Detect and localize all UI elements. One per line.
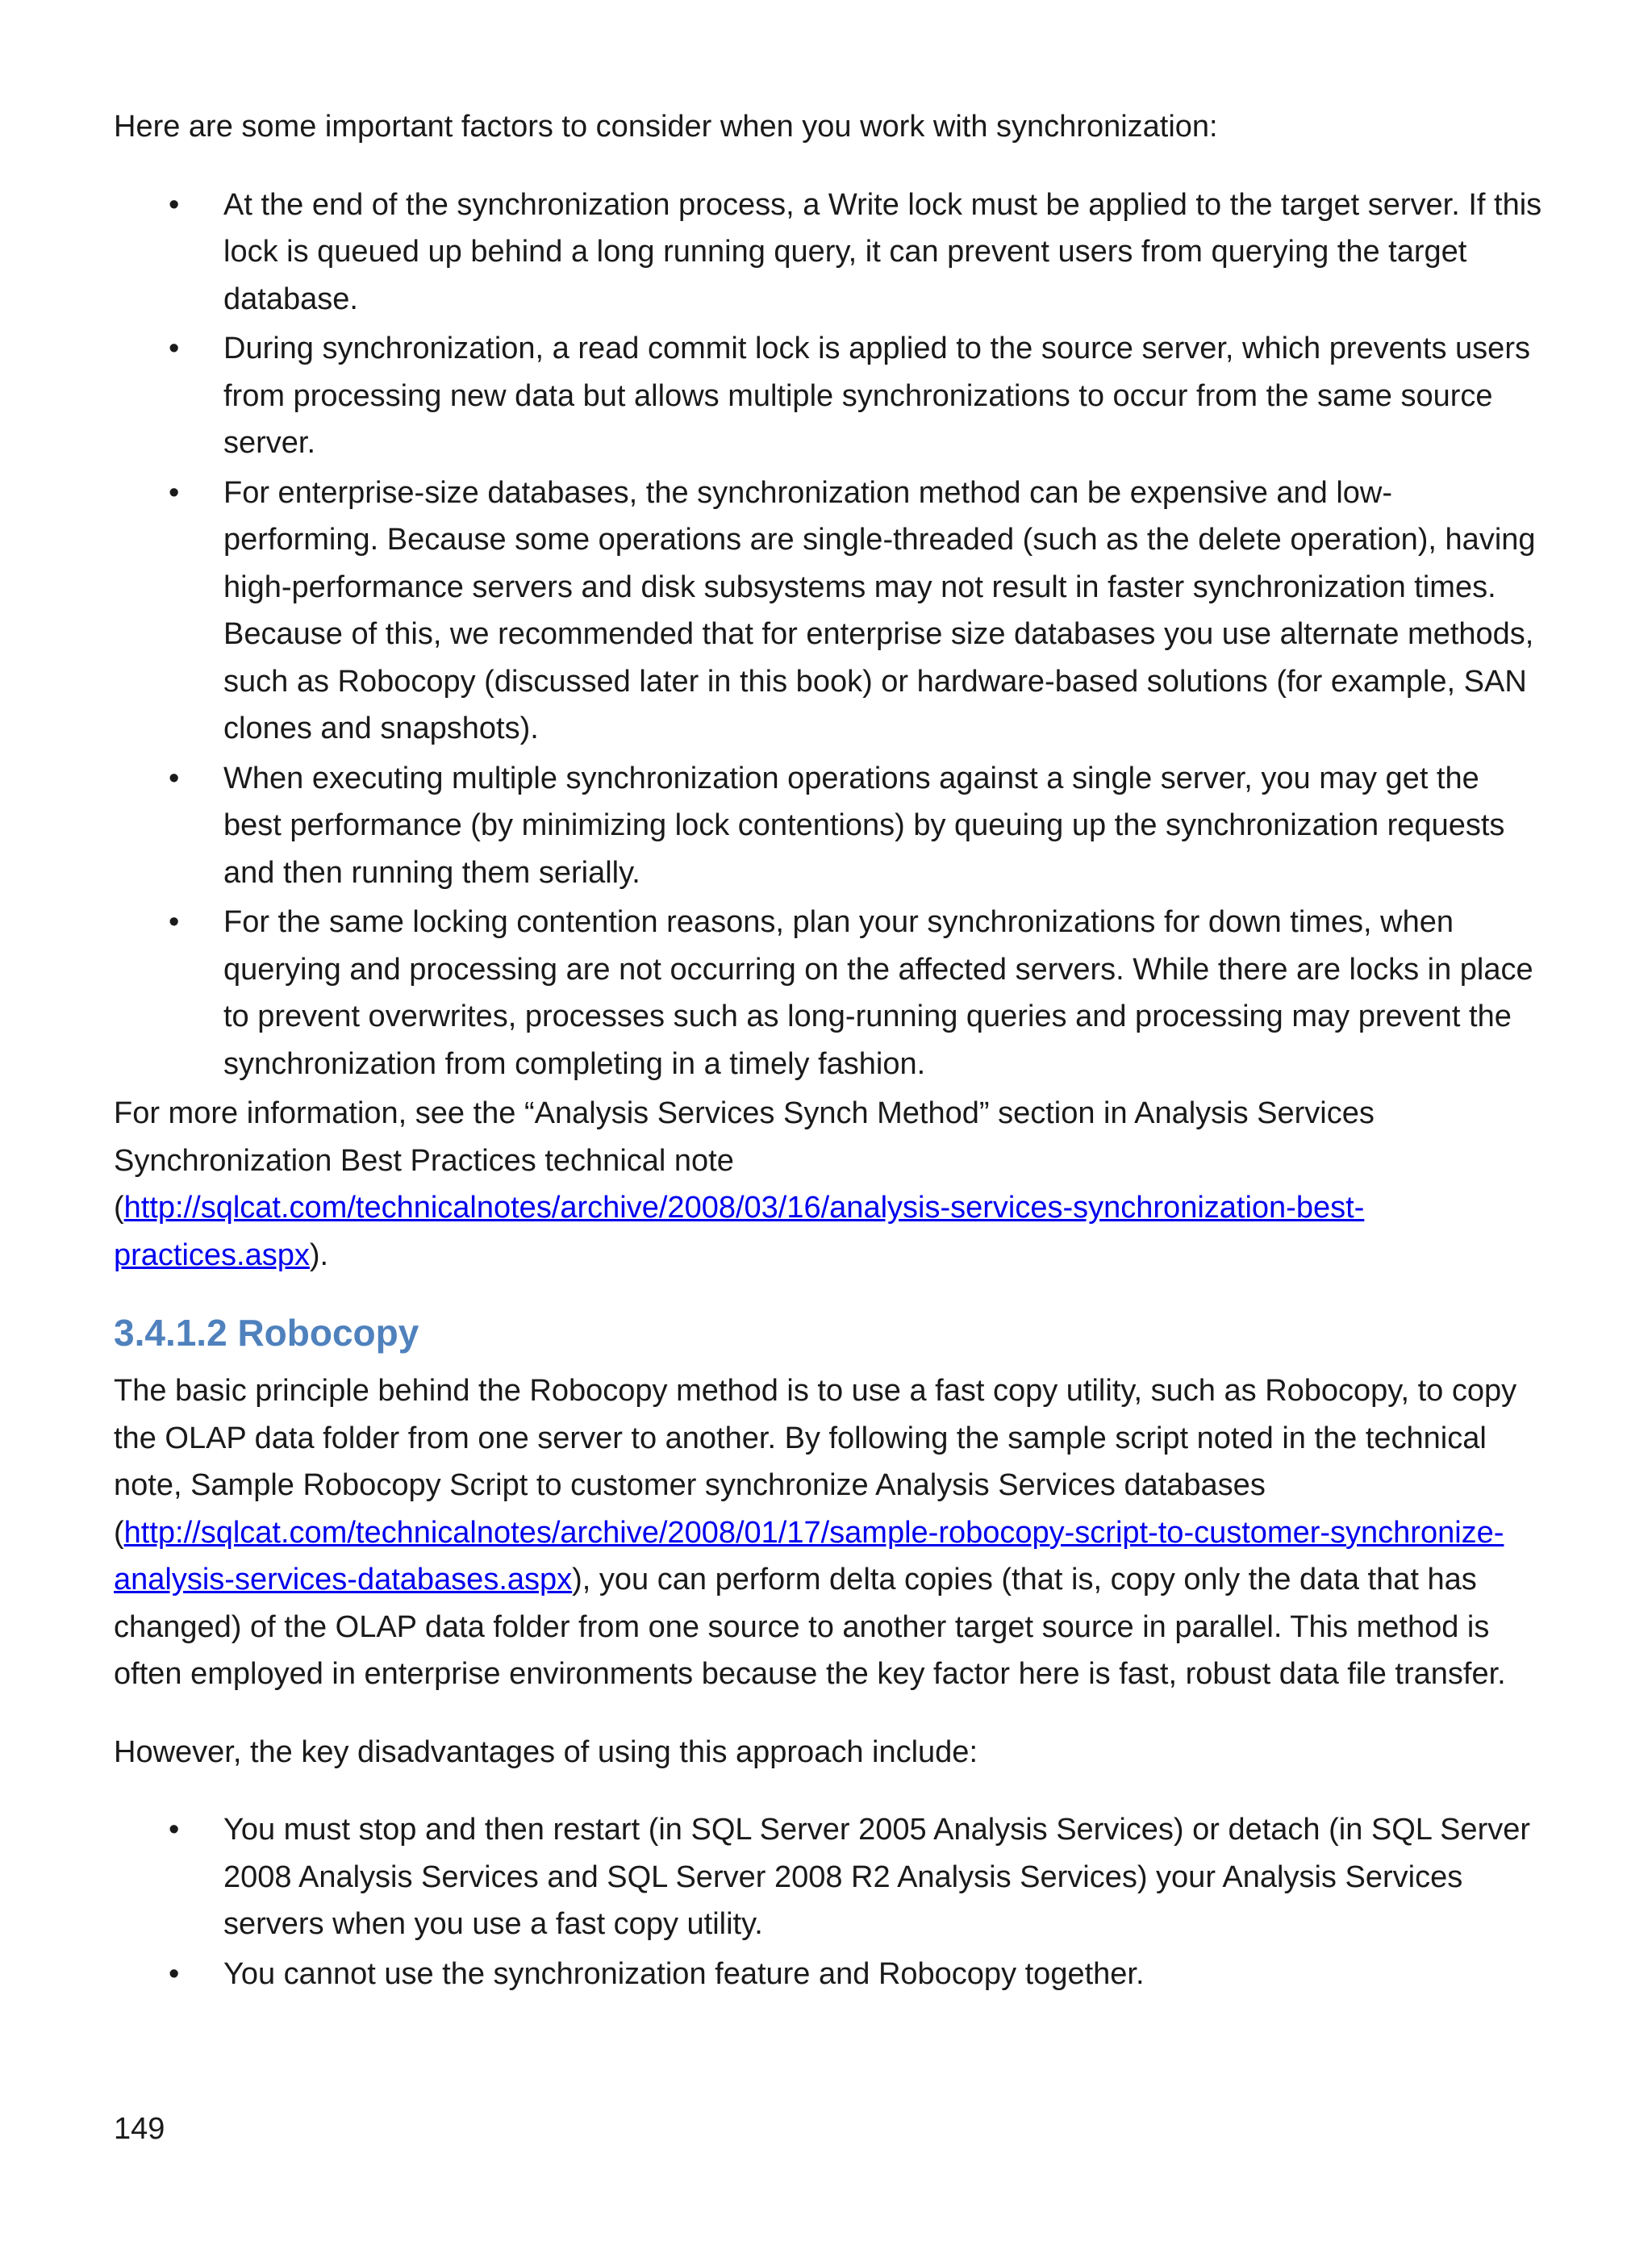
- list-item: [114, 1951, 1546, 1998]
- list-item-text: You cannot use the synchronization feature and Robocopy together.: [223, 1956, 1145, 1991]
- bullet-icon: •: [169, 1813, 180, 1847]
- list-item-text: For the same locking contention reasons, plan your synchronizations for down times, when querying and processing are not occurring on the affected servers. While there are locks in place to prevent overwrites, processes such as long-running queries and processing may prevent the synchronization from completing in a timely fashion.: [223, 905, 1533, 1081]
- sync-factors-list: [114, 182, 1546, 1088]
- list-item: [114, 325, 1546, 467]
- sync-best-practices-link[interactable]: http://sqlcat.com/technicalnotes/archive/2008/03/16/analysis-services-synchronization-best-practices.aspx: [114, 1191, 1365, 1272]
- list-item-text: For enterprise-size databases, the synchronization method can be expensive and low-performing. Because some operations are single-threaded (such as the delete operation), having high-performance servers and disk subsystems may not result in faster synchronization times. Because of this, we recommended that for enterprise size databases you use alternate methods, such as Robocopy (discussed later in this book) or hardware-based solutions (for example, SAN clones and snapshots).: [223, 475, 1536, 745]
- list-item-text: When executing multiple synchronization operations against a single server, you may get the best performance (by minimizing lock contentions) by queuing up the synchronization requests and then running them serially.: [223, 761, 1505, 890]
- bullet-icon: •: [169, 475, 180, 510]
- list-item-text: You must stop and then restart (in SQL Server 2005 Analysis Services) or detach (in SQL Server 2008 Analysis Services and SQL Server 2008 R2 Analysis Services) your Analysis Services servers when you use a fast copy utility.: [223, 1813, 1531, 1941]
- list-item: [114, 1806, 1546, 1948]
- bullet-icon: •: [169, 187, 180, 222]
- list-item-text: At the end of the synchronization process, a Write lock must be applied to the target server. If this lock is queued up behind a long running query, it can prevent users from querying the target database.: [223, 187, 1542, 316]
- list-item: [114, 899, 1546, 1087]
- bullet-icon: •: [169, 1956, 180, 1991]
- robocopy-text-end: ), you can perform delta copies (that is, copy only the data that has changed) of the OLAP data folder from one source to another target source in parallel. This method is often employed in enterprise environments because the key factor here is fast, robust data file transfer.: [114, 1563, 1506, 1691]
- disadvantages-intro: However, the key disadvantages of using this approach include:: [114, 1734, 978, 1769]
- robocopy-script-link[interactable]: http://sqlcat.com/technicalnotes/archive/2008/01/17/sample-robocopy-script-to-customer-synchronize-analysis-services-databases.aspx: [114, 1515, 1504, 1597]
- page-number: 149: [114, 2112, 165, 2146]
- bullet-icon: •: [169, 905, 180, 939]
- intro-paragraph: Here are some important factors to consider when you work with synchronization:: [114, 110, 1218, 144]
- bullet-icon: •: [169, 332, 180, 365]
- bullet-icon: •: [169, 761, 180, 795]
- section-heading: 3.4.1.2 Robocopy: [114, 1312, 419, 1354]
- more-info-text: For more information, see the “Analysis Services Synch Method” section in Analysis Services Synchronization Best Practices technical note (: [114, 1096, 1375, 1225]
- robocopy-text: The basic principle behind the Robocopy method is to use a fast copy utility, such as Robocopy, to copy the OLAP data folder from one server to another. By following the sample script noted in the technical note, Sample Robocopy Script to customer synchronize Analysis Services databases (: [114, 1374, 1517, 1550]
- more-info-paragraph: [114, 1090, 1546, 1279]
- disadvantages-list: [114, 1806, 1546, 1997]
- list-item: [114, 470, 1546, 753]
- list-item-text: During synchronization, a read commit lock is applied to the source server, which prevents users from processing new data but allows multiple synchronizations to occur from the same source server.: [223, 332, 1530, 460]
- more-info-text-end: ).: [309, 1238, 329, 1272]
- document-page: [114, 103, 1546, 2000]
- robocopy-paragraph: [114, 1367, 1546, 1698]
- list-item: [114, 182, 1546, 323]
- list-item: [114, 755, 1546, 897]
